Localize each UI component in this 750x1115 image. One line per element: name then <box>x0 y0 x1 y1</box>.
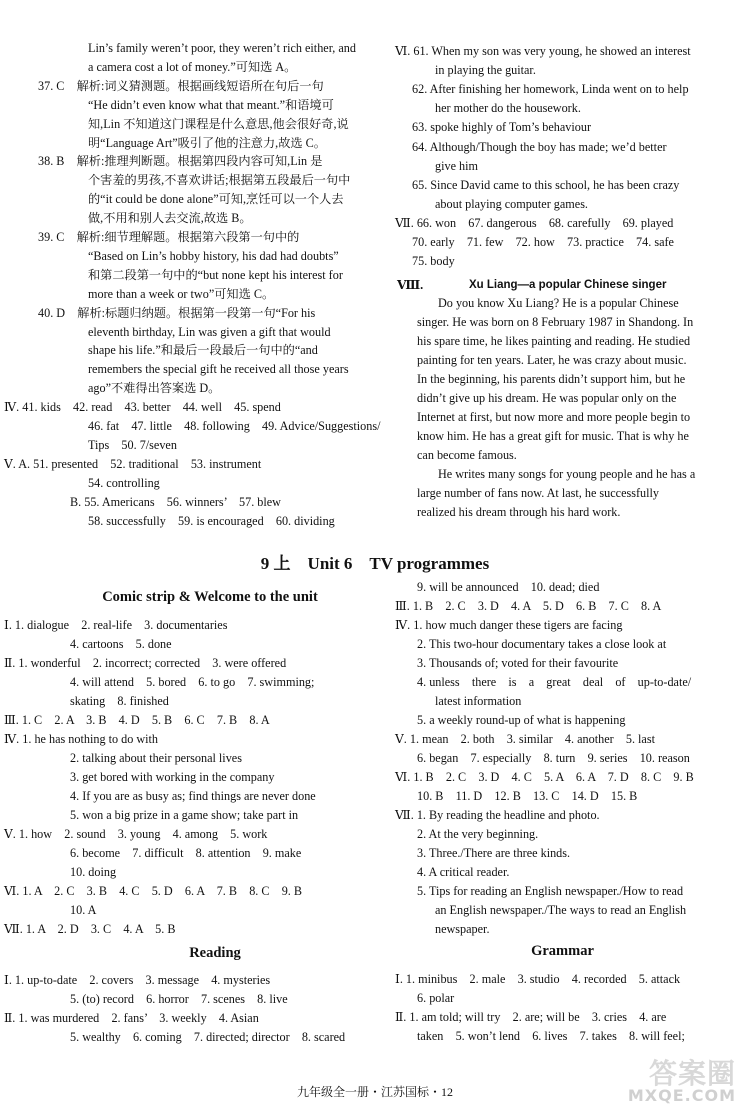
text-line: 明“Language Art”吸引了他的注意力,故选 C。 <box>88 135 326 150</box>
text-line: Ⅴ. 1. mean 2. both 3. similar 4. another 5. last <box>395 732 655 746</box>
text-line: Ⅶ. 66. won 67. dangerous 68. carefully 69. played <box>395 215 674 230</box>
text-line: 的“it could be done alone”可知,烹饪可以一个人去 <box>88 192 344 207</box>
essay-line: Do you know Xu Liang? He is a popular Chinese <box>438 296 679 310</box>
text-line: a camera cost a lot of money.”可知选 A。 <box>88 59 297 74</box>
text-line: Ⅲ. 1. B 2. C 3. D 4. A 5. D 6. B 7. C 8. A <box>395 599 662 613</box>
text-line: 54. controlling <box>88 475 160 490</box>
text-line: 10. doing <box>70 865 117 879</box>
left-column-top <box>0 0 381 545</box>
essay-title: Xu Liang—a popular Chinese singer <box>469 279 667 291</box>
text-line: 和第二段第一句中的“but none kept his interest for <box>88 267 343 282</box>
text-line: Ⅶ. 1. By reading the headline and photo. <box>395 808 600 822</box>
text-line: B. 55. Americans 56. winners’ 57. blew <box>70 494 281 509</box>
section-grammar-title: Grammar <box>531 943 594 959</box>
text-line: 5. won a big prize in a game show; take part in <box>70 808 299 822</box>
text-line: 40. D 解析:标题归纳题。根据第一段第一句“For his <box>38 305 316 320</box>
text-line: Ⅲ. 1. C 2. A 3. B 4. D 5. B 6. C 7. B 8. A <box>4 713 270 727</box>
text-line: Ⅴ. A. 51. presented 52. traditional 53. instrument <box>4 456 262 471</box>
text-line: skating 8. finished <box>70 694 169 708</box>
text-line: Ⅰ. 1. up-to-date 2. covers 3. message 4. mysteries <box>4 973 271 987</box>
text-line: Ⅳ. 1. he has nothing to do with <box>4 732 159 746</box>
text-line: 6. polar <box>417 991 455 1006</box>
text-line: Ⅵ. 61. When my son was very young, he showed an interest <box>395 44 691 58</box>
text-line: more than a week or two”可知选 C。 <box>88 286 275 301</box>
essay-line: large number of fans now. At last, he successfully <box>417 486 659 500</box>
text-line: 10. A <box>70 903 97 917</box>
text-line: latest information <box>435 694 522 708</box>
text-line: 2. This two-hour documentary takes a close look at <box>417 637 667 651</box>
text-line: Tips 50. 7/seven <box>88 437 177 452</box>
text-line: remembers the special gift he received all those years <box>88 362 349 377</box>
text-line: Ⅰ. 1. dialogue 2. real-life 3. documentaries <box>4 618 228 632</box>
text-line: Ⅴ. 1. how 2. sound 3. young 4. among 5. work <box>4 827 268 841</box>
essay-block <box>375 0 750 545</box>
text-line: 64. Although/Though the boy has made; we’d better <box>412 139 667 154</box>
text-line: 4. cartoons 5. done <box>70 637 172 651</box>
text-line: 4. A critical reader. <box>417 865 510 879</box>
text-line: Ⅱ. 1. wonderful 2. incorrect; corrected 3. were offered <box>4 656 287 670</box>
text-line: an English newspaper./The ways to read an English <box>435 903 687 917</box>
text-line: her mother do the housework. <box>435 101 581 116</box>
text-line: 62. After finishing her homework, Linda went on to help <box>412 82 689 97</box>
text-line: 5. (to) record 6. horror 7. scenes 8. live <box>70 992 288 1007</box>
text-line: Ⅱ. 1. was murdered 2. fans’ 3. weekly 4. Asian <box>4 1011 259 1026</box>
text-line: 6. began 7. especially 8. turn 9. series 10. reason <box>417 751 690 765</box>
text-line: 39. C 解析:细节理解题。根据第六段第一句中的 <box>38 230 300 244</box>
text-line: newspaper. <box>435 922 490 936</box>
text-line: in playing the guitar. <box>435 63 536 78</box>
essay-line: He writes many songs for young people and he has a <box>438 467 696 481</box>
text-line: 4. will attend 5. bored 6. to go 7. swimming; <box>70 675 315 689</box>
text-line: 知,Lin 不知道这门课程是什么意思,他会很好奇,说 <box>88 116 349 131</box>
essay-line: realized his dream through his hard work. <box>417 505 621 519</box>
section-reading-title: Reading <box>189 945 241 961</box>
text-line: “He didn’t even know what that meant.”和语境可 <box>88 97 334 112</box>
text-line: Ⅰ. 1. minibus 2. male 3. studio 4. recorded 5. attack <box>395 972 681 986</box>
essay-line: singer. He was born on 8 February 1987 in Shandong. In <box>417 315 694 329</box>
text-line: 63. spoke highly of Tom’s behaviour <box>412 120 592 135</box>
text-line: 5. a weekly round-up of what is happening <box>417 713 626 727</box>
text-line: 10. B 11. D 12. B 13. C 14. D 15. B <box>417 789 638 803</box>
text-line: 46. fat 47. little 48. following 49. Advice/Suggestions/ <box>88 419 381 433</box>
essay-line: Internet at first, but now more and more people begin to <box>417 410 691 424</box>
text-line: 58. successfully 59. is encouraged 60. dividing <box>88 513 335 528</box>
text-line: “Based on Lin’s hobby history, his dad had doubts” <box>88 248 339 263</box>
text-line: eleventh birthday, Lin was given a gift that would <box>88 324 331 339</box>
text-line: 3. Three./There are three kinds. <box>417 846 571 860</box>
text-line: 4. If you are as busy as; find things are never done <box>70 789 316 803</box>
watermark-url: MXQE.COM <box>627 1086 736 1105</box>
essay-line: know him. He has a great gift for music. That is why he <box>417 429 689 443</box>
text-line: 2. At the very beginning. <box>417 827 539 841</box>
text-line: 37. C 解析:词义猜测题。根据画线短语所在句后一句 <box>38 78 324 93</box>
section-comic-title: Comic strip & Welcome to the unit <box>102 589 318 605</box>
essay-line: painting for ten years. Later, he was crazy about music. <box>417 353 687 367</box>
text-line: shape his life.”和最后一段最后一句中的“and <box>88 343 318 358</box>
text-line: 9. will be announced 10. dead; died <box>417 580 600 594</box>
text-line: 2. talking about their personal lives <box>70 751 242 765</box>
text-line: Ⅵ. 1. A 2. C 3. B 4. C 5. D 6. A 7. B 8. C 9. B <box>4 884 303 898</box>
essay-line: can become famous. <box>417 448 517 462</box>
page-footer: 九年级全一册・江苏国标・12 <box>296 1085 453 1099</box>
text-line: Ⅳ. 1. how much danger these tigers are facing <box>395 618 623 632</box>
text-line: 38. B 解析:推理判断题。根据第四段内容可知,Lin 是 <box>38 154 323 169</box>
essay-line: his spare time, he likes painting and reading. He studied <box>417 334 691 348</box>
text-line: 70. early 71. few 72. how 73. practice 74. safe <box>412 235 674 249</box>
text-line: give him <box>435 158 478 173</box>
text-line: taken 5. won’t lend 6. lives 7. takes 8. will feel; <box>417 1029 685 1044</box>
essay-line: In the beginning, his parents didn’t support him, but he <box>417 372 686 386</box>
text-line: about playing computer games. <box>435 196 588 211</box>
text-line: 做,不用和别人去交流,故选 B。 <box>88 211 252 226</box>
watermark-logo: 答案圈 <box>648 1057 736 1090</box>
essay-line: didn’t give up his dream. He was popular only on the <box>417 391 677 405</box>
text-line: 5. Tips for reading an English newspaper./How to read <box>417 884 684 898</box>
text-line: Ⅱ. 1. am told; will try 2. are; will be 3. cries 4. are <box>395 1010 667 1025</box>
text-line: 6. become 7. difficult 8. attention 9. make <box>70 846 302 860</box>
unit-title: 9 上 Unit 6 TV programmes <box>260 554 490 573</box>
text-line: 个害羞的男孩,不喜欢讲话;根据第五段最后一句中 <box>88 173 351 188</box>
text-line: 4. unless there is a great deal of up-to-date/ <box>417 675 692 689</box>
text-line: 3. Thousands of; voted for their favourite <box>417 656 619 670</box>
text-line: Ⅳ. 41. kids 42. read 43. better 44. well 45. spend <box>4 400 281 415</box>
text-line: Ⅶ. 1. A 2. D 3. C 4. A 5. B <box>4 922 176 936</box>
text-line: 65. Since David came to this school, he has been crazy <box>412 177 680 192</box>
text-line: 5. wealthy 6. coming 7. directed; director 8. scared <box>70 1030 346 1045</box>
text-line: 75. body <box>412 254 455 269</box>
essay-label: Ⅷ. <box>397 278 424 292</box>
text-line: Lin’s family weren’t poor, they weren’t rich either, and <box>88 41 356 55</box>
text-line: Ⅵ. 1. B 2. C 3. D 4. C 5. A 6. A 7. D 8. C 9. B <box>395 770 694 784</box>
text-line: 3. get bored with working in the company <box>70 770 275 784</box>
text-line: ago”不难得出答案选 D。 <box>88 381 221 396</box>
